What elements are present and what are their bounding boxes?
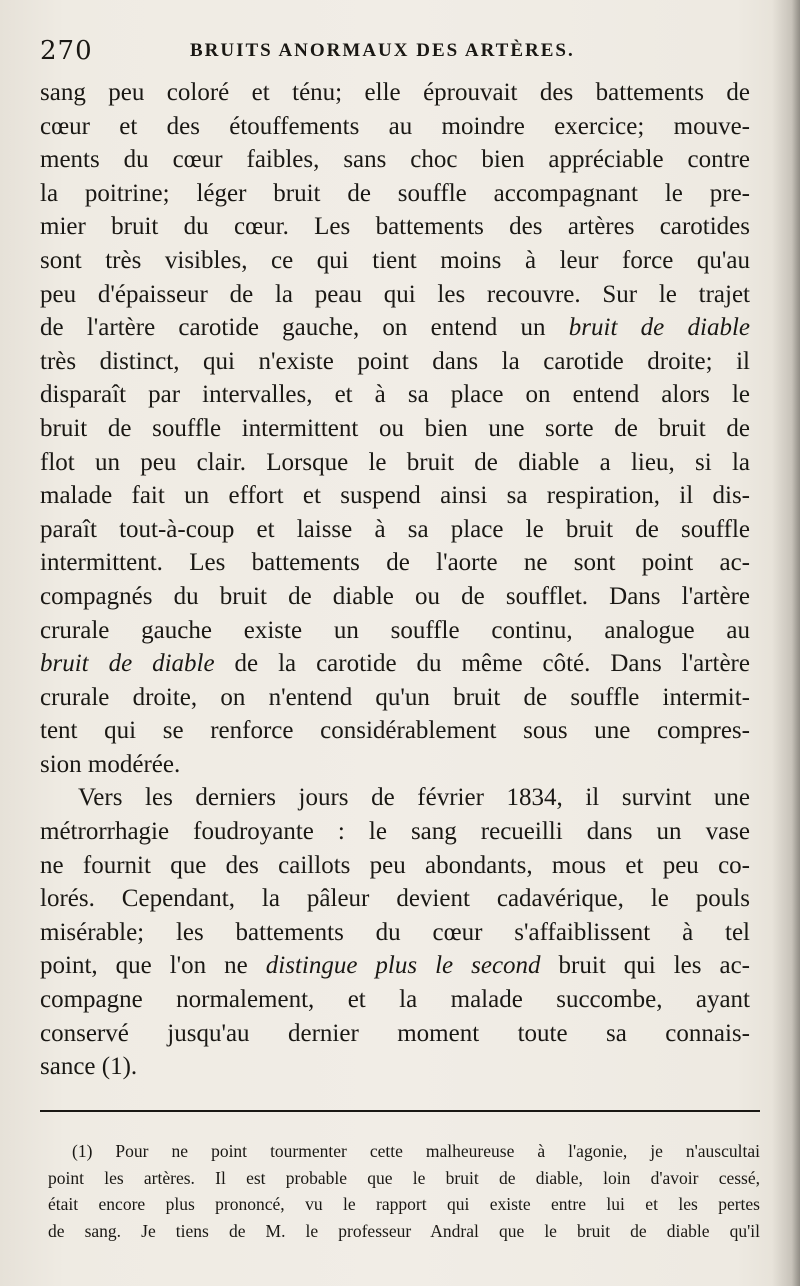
footnote-line: de sang. Je tiens de M. le professeur Andral que le bruit de diable qu'il	[48, 1220, 760, 1241]
text-run: sion modérée.	[40, 750, 181, 778]
text-run: sance (1).	[40, 1053, 138, 1081]
footnotes	[48, 1138, 760, 1244]
text-line	[40, 378, 750, 412]
text-line	[40, 714, 750, 748]
text-line	[40, 513, 750, 547]
text-line	[40, 748, 750, 782]
footnote-line: était encore plus prononcé, vu le rapport qui existe entre lui et les pertes	[48, 1194, 760, 1214]
text-line	[40, 210, 750, 244]
text-run: compagne normalement, et la malade succombe, ayant	[40, 986, 750, 1014]
footnote-line: (1) Pour ne point tourmenter cette malheureuse à l'agonie, je n'auscultai	[72, 1141, 760, 1161]
text-line	[40, 479, 750, 513]
text-run: paraît tout-à-coup et laisse à sa place le bruit de souffle	[40, 515, 750, 543]
text-line	[40, 177, 750, 211]
italic-text: distingue plus le second	[265, 952, 541, 980]
running-head: BRUITS ANORMAUX DES ARTÈRES.	[190, 40, 575, 61]
text-run: compagnés du bruit de diable ou de soufflet. Dans l'artère	[40, 582, 750, 610]
text-run: de l'artère carotide gauche, on entend un	[40, 314, 569, 342]
body-text	[40, 76, 750, 1084]
text-line	[40, 412, 750, 446]
text-line	[40, 1050, 750, 1084]
italic-text: bruit de diable	[568, 314, 750, 342]
text-line	[40, 580, 750, 614]
text-run: crurale gauche existe un souffle continu, analogue au	[40, 616, 750, 644]
text-line	[40, 1017, 750, 1051]
page-number: 270	[40, 36, 93, 66]
text-line	[40, 849, 750, 883]
text-run: métrorrhagie foudroyante : le sang recueilli dans un vase	[40, 818, 750, 846]
text-run: flot un peu clair. Lorsque le bruit de diable a lieu, si la	[40, 448, 750, 476]
text-run: bruit qui les ac-	[540, 952, 750, 980]
page-edge-shadow	[772, 0, 800, 1286]
text-run: mier bruit du cœur. Les battements des artères carotides	[40, 213, 750, 241]
text-line	[40, 110, 750, 144]
italic-text: bruit de diable	[40, 650, 215, 678]
text-line	[40, 614, 750, 648]
text-line	[40, 446, 750, 480]
text-line	[40, 76, 750, 110]
text-run: intermittent. Les battements de l'aorte ne sont point ac-	[40, 549, 750, 577]
text-line	[40, 311, 750, 345]
text-line	[40, 949, 750, 983]
text-run: sang peu coloré et ténu; elle éprouvait des battements de	[40, 79, 750, 106]
text-line	[40, 647, 750, 681]
text-run: peu d'épaisseur de la peau qui les recouvre. Sur le trajet	[40, 280, 750, 308]
text-line	[40, 278, 750, 312]
text-run: conservé jusqu'au dernier moment toute sa connais-	[40, 1019, 750, 1047]
text-run: malade fait un effort et suspend ainsi sa respiration, il dis-	[40, 482, 750, 510]
text-run: sont très visibles, ce qui tient moins à leur force qu'au	[40, 246, 750, 274]
text-run: tent qui se renforce considérablement sous une compres-	[40, 717, 750, 745]
text-line	[40, 882, 750, 916]
text-run: disparaît par intervalles, et à sa place on entend alors le	[40, 381, 750, 409]
footnote-line: point les artères. Il est probable que le bruit de diable, loin d'avoir cessé,	[48, 1167, 760, 1188]
text-line	[40, 815, 750, 849]
text-line	[40, 345, 750, 379]
text-line	[40, 681, 750, 715]
text-run: de la carotide du même côté. Dans l'artère	[214, 650, 750, 678]
text-run: lorés. Cependant, la pâleur devient cadavérique, le pouls	[40, 885, 750, 913]
text-line	[40, 546, 750, 580]
text-line	[40, 244, 750, 278]
text-line	[40, 983, 750, 1017]
text-run: Vers les derniers jours de février 1834, il survint une	[78, 784, 750, 812]
text-run: très distinct, qui n'existe point dans la carotide droite; il	[40, 347, 750, 375]
text-run: ments du cœur faibles, sans choc bien appréciable contre	[40, 146, 750, 174]
text-line	[40, 781, 750, 815]
text-run: la poitrine; léger bruit de souffle accompagnant le pre-	[40, 179, 750, 207]
text-line	[40, 143, 750, 177]
page-header	[40, 36, 760, 70]
footnote-rule	[40, 1110, 760, 1112]
text-run: misérable; les battements du cœur s'affaiblissent à tel	[40, 918, 750, 946]
text-line	[40, 916, 750, 950]
text-run: cœur et des étouffements au moindre exercice; mouve-	[40, 112, 750, 140]
text-run: bruit de souffle intermittent ou bien une sorte de bruit de	[40, 414, 750, 442]
text-run: crurale droite, on n'entend qu'un bruit de souffle intermit-	[40, 683, 750, 711]
text-run: point, que l'on ne	[40, 952, 266, 980]
text-run: ne fournit que des caillots peu abondants, mous et peu co-	[40, 851, 750, 879]
